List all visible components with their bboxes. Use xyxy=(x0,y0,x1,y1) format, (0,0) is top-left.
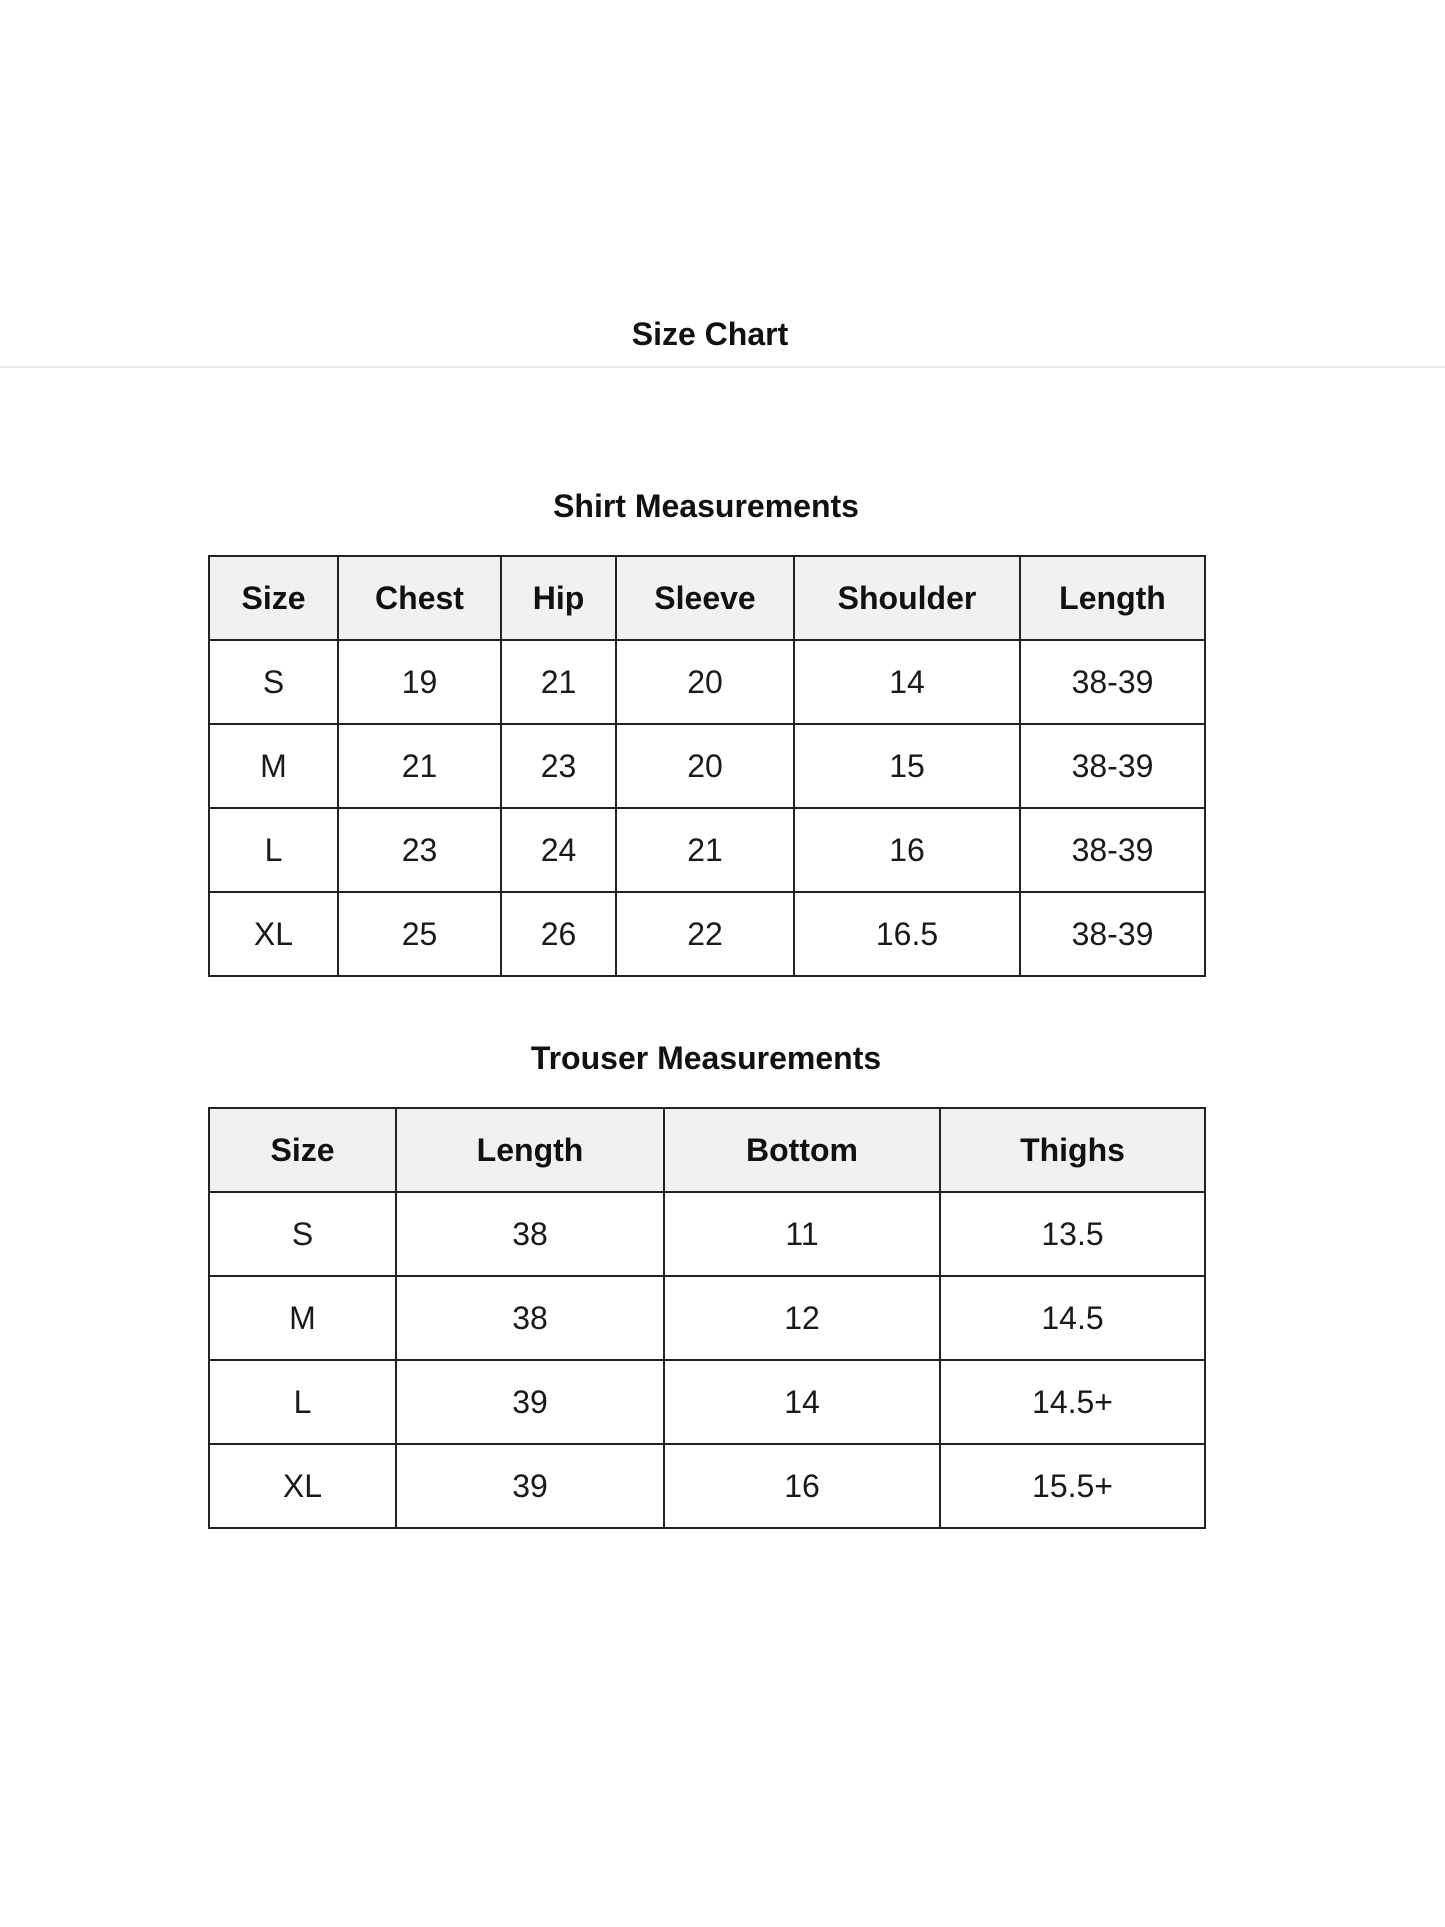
column-header-sleeve: Sleeve xyxy=(616,556,794,640)
table-cell: 38 xyxy=(396,1276,664,1360)
table-cell: 14.5 xyxy=(940,1276,1205,1360)
table-cell: 11 xyxy=(664,1192,940,1276)
column-header-hip: Hip xyxy=(501,556,616,640)
table-cell: L xyxy=(209,1360,396,1444)
table-row xyxy=(209,640,1205,724)
table-row xyxy=(209,1192,1205,1276)
table-row xyxy=(209,1444,1205,1528)
table-cell: 14 xyxy=(794,640,1020,724)
table-row xyxy=(209,1276,1205,1360)
table-row xyxy=(209,808,1205,892)
table-header-row xyxy=(209,1108,1205,1192)
table-cell: 15.5+ xyxy=(940,1444,1205,1528)
column-header-size: Size xyxy=(209,1108,396,1192)
table-cell: 13.5 xyxy=(940,1192,1205,1276)
table-cell: 38 xyxy=(396,1192,664,1276)
table-cell: 25 xyxy=(338,892,501,976)
table-cell: 21 xyxy=(338,724,501,808)
table-cell: 14.5+ xyxy=(940,1360,1205,1444)
table-cell: M xyxy=(209,724,338,808)
shirt-section-title: Shirt Measurements xyxy=(553,488,859,524)
page-title: Size Chart xyxy=(631,316,789,352)
table-row xyxy=(209,724,1205,808)
page-header xyxy=(0,0,1445,368)
column-header-shoulder: Shoulder xyxy=(794,556,1020,640)
table-cell: 20 xyxy=(616,724,794,808)
table-cell: 16.5 xyxy=(794,892,1020,976)
column-header-length: Length xyxy=(1020,556,1205,640)
table-cell: 21 xyxy=(616,808,794,892)
table-cell: 23 xyxy=(501,724,616,808)
table-header-row xyxy=(209,556,1205,640)
table-cell: 24 xyxy=(501,808,616,892)
table-cell: 22 xyxy=(616,892,794,976)
table-cell: 38-39 xyxy=(1020,724,1205,808)
trouser-measurements-table xyxy=(208,1107,1206,1529)
table-cell: 16 xyxy=(664,1444,940,1528)
table-cell: 12 xyxy=(664,1276,940,1360)
table-cell: M xyxy=(209,1276,396,1360)
table-cell: L xyxy=(209,808,338,892)
column-header-thighs: Thighs xyxy=(940,1108,1205,1192)
table-cell: XL xyxy=(209,1444,396,1528)
table-cell: 39 xyxy=(396,1360,664,1444)
column-header-chest: Chest xyxy=(338,556,501,640)
table-row xyxy=(209,1360,1205,1444)
table-cell: 38-39 xyxy=(1020,808,1205,892)
table-cell: 14 xyxy=(664,1360,940,1444)
table-cell: 23 xyxy=(338,808,501,892)
table-cell: 26 xyxy=(501,892,616,976)
table-cell: 20 xyxy=(616,640,794,724)
column-header-length: Length xyxy=(396,1108,664,1192)
table-cell: S xyxy=(209,1192,396,1276)
table-cell: XL xyxy=(209,892,338,976)
column-header-bottom: Bottom xyxy=(664,1108,940,1192)
shirt-measurements-table xyxy=(208,555,1206,977)
table-cell: 15 xyxy=(794,724,1020,808)
table-cell: 38-39 xyxy=(1020,640,1205,724)
table-row xyxy=(209,892,1205,976)
trouser-section-title: Trouser Measurements xyxy=(530,1040,882,1076)
table-cell: 19 xyxy=(338,640,501,724)
table-cell: 38-39 xyxy=(1020,892,1205,976)
table-cell: S xyxy=(209,640,338,724)
table-cell: 21 xyxy=(501,640,616,724)
table-cell: 16 xyxy=(794,808,1020,892)
column-header-size: Size xyxy=(209,556,338,640)
table-cell: 39 xyxy=(396,1444,664,1528)
